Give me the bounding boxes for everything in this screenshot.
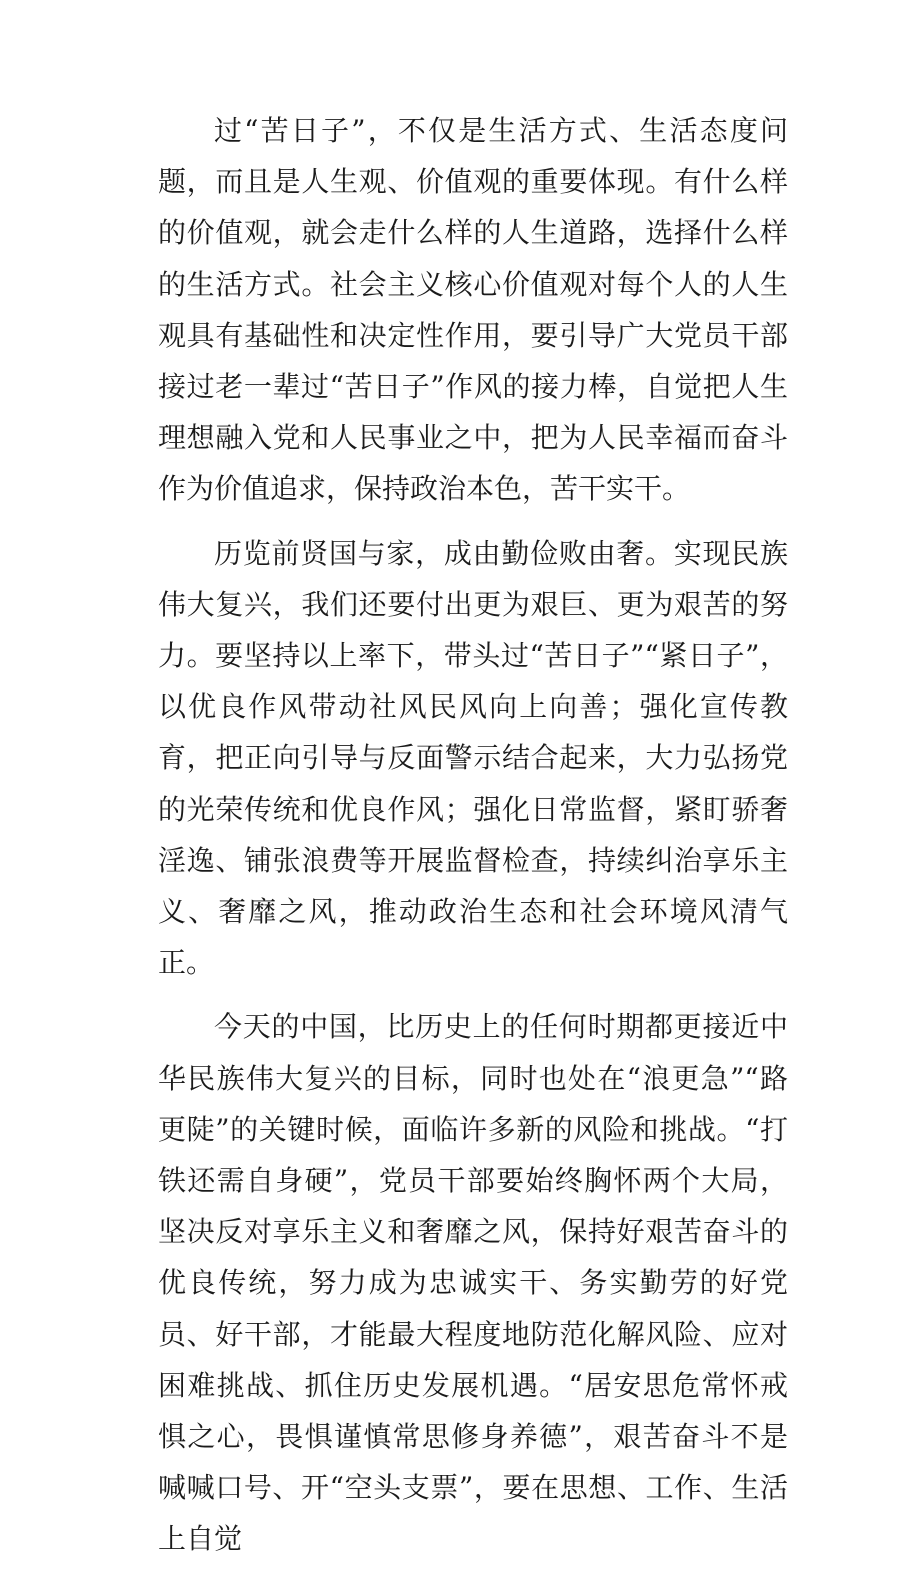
paragraph-3: 今天的中国，比历史上的任何时期都更接近中华民族伟大复兴的目标，同时也处在“浪更急”“路更陡”的关键时候，面临许多新的风险和挑战。“打铁还需自身硬”，党员干部要始终胸怀两个大局，坚决反对享乐主义和奢靡之风，保持好艰苦奋斗的优良传统，努力成为忠诚实干、务实勤劳的好党员、好干部，才能最大程度地防范化解风险、应对困难挑战、抓住历史发展机遇。“居安思危常怀戒惧之心，畏惧谨慎常思修身养德”，艰苦奋斗不是喊喊口号、开“空头支票”，要在思想、工作、生活上自觉: [158, 1010, 788, 1556]
paragraph-2: 历览前贤国与家，成由勤俭败由奢。实现民族伟大复兴，我们还要付出更为艰巨、更为艰苦的努力。要坚持以上率下，带头过“苦日子”“紧日子”，以优良作风带动社风民风向上向善；强化宣传教育，把正向引导与反面警示结合起来，大力弘扬党的光荣传统和优良作风；强化日常监督，紧盯骄奢淫逸、铺张浪费等开展监督检查，持续纠治享乐主义、奢靡之风，推动政治生态和社会环境风清气正。: [158, 536, 788, 980]
paragraph-1: 过“苦日子”，不仅是生活方式、生活态度问题，而且是人生观、价值观的重要体现。有什么样的价值观，就会走什么样的人生道路，选择什么样的生活方式。社会主义核心价值观对每个人的人生观具有基础性和决定性作用，要引导广大党员干部接过老一辈过“苦日子”作风的接力棒，自觉把人生理想融入党和人民事业之中，把为人民幸福而奋斗作为价值追求，保持政治本色，苦干实干。: [158, 114, 788, 506]
document-body: [158, 105, 788, 1578]
